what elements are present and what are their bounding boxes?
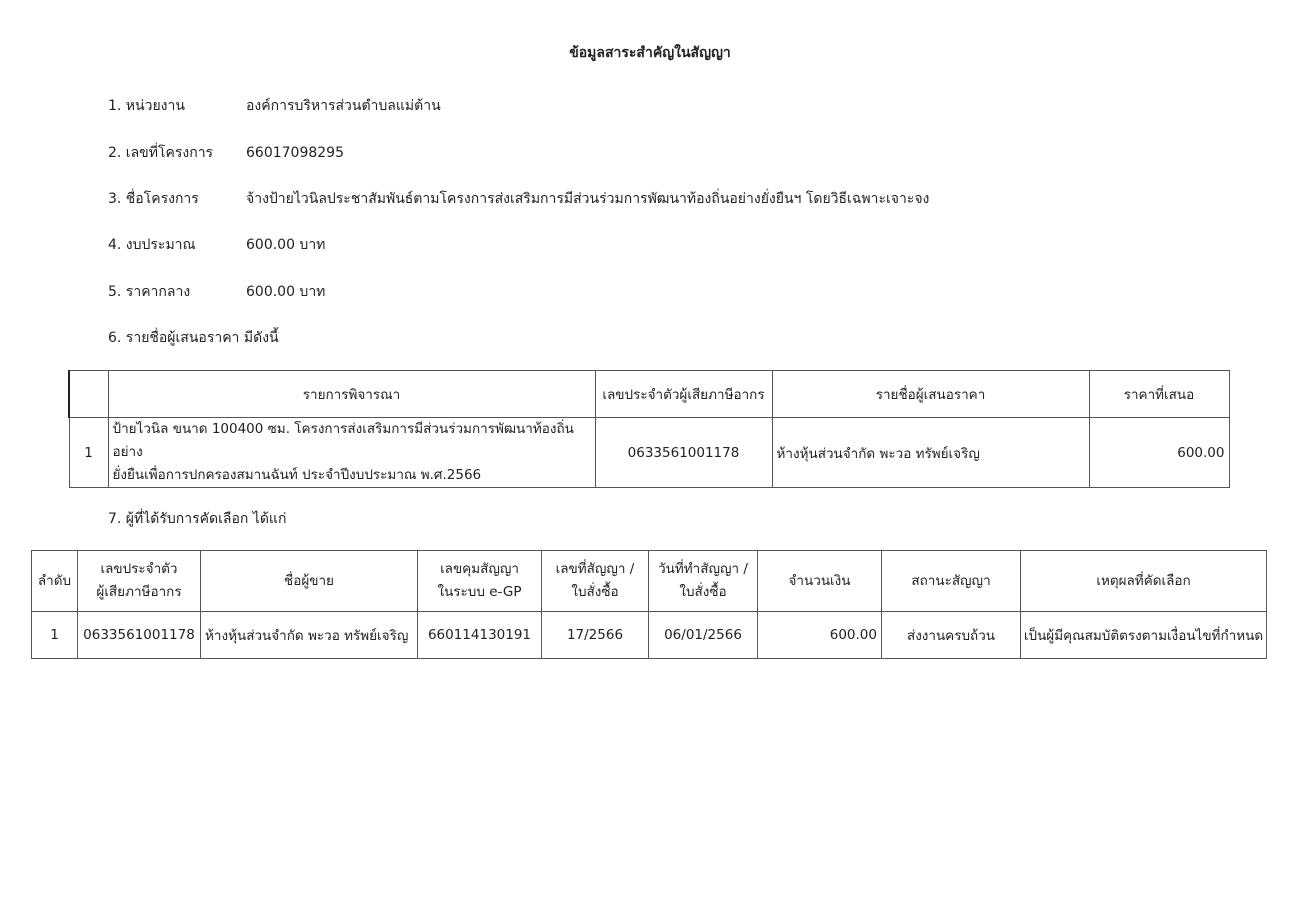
offered-price: 600.00 [1089, 418, 1229, 488]
selection-reason: เป็นผู้มีคุณสมบัติตรงตามเงื่อนไขที่กำหนด [1021, 612, 1267, 659]
info-row-project-number [108, 142, 344, 164]
header-line: เลขประจำตัว [100, 561, 178, 577]
header-line: เลขคุมสัญญา [440, 561, 519, 577]
info-row-agency [108, 95, 441, 117]
info-value: 600.00 บาท [246, 284, 326, 300]
header-line: ในระบบ e-GP [437, 584, 522, 600]
contract-number: 17/2566 [542, 612, 649, 659]
table-row [32, 612, 1267, 659]
info-label: 2. เลขที่โครงการ [108, 145, 214, 161]
column-header-control-no [418, 551, 542, 612]
contract-status: ส่งงานครบถ้วน [882, 612, 1021, 659]
item-description-line: ป้ายไวนิล ขนาด 100400 ซม. โครงการส่งเสริมการมีส่วนร่วมการพัฒนาท้องถิ่นอย่าง [112, 421, 574, 460]
row-number: 1 [69, 418, 108, 488]
column-header-item: รายการพิจารณา [108, 371, 595, 418]
header-line: ใบสั่งซื้อ [679, 584, 727, 600]
column-header-amount: จำนวนเงิน [758, 551, 882, 612]
column-header-tax-id [78, 551, 201, 612]
column-header-no: ลำดับ [32, 551, 78, 612]
control-number: 660114130191 [418, 612, 542, 659]
header-line: เลขที่สัญญา / [555, 561, 635, 577]
info-value: 66017098295 [246, 145, 344, 161]
header-line: ใบสั่งซื้อ [571, 584, 619, 600]
header-line: ผู้เสียภาษีอากร [96, 584, 182, 600]
table-header-row [69, 371, 1229, 418]
table-header-row [32, 551, 1267, 612]
info-label: 3. ชื่อโครงการ [108, 191, 199, 207]
column-header-reason: เหตุผลที่คัดเลือก [1021, 551, 1267, 612]
tax-id: 0633561001178 [78, 612, 201, 659]
table-row [69, 418, 1229, 488]
column-header-bidder: รายชื่อผู้เสนอราคา [772, 371, 1089, 418]
document-title: ข้อมูลสาระสำคัญในสัญญา [569, 45, 731, 61]
row-number: 1 [32, 612, 78, 659]
column-header-status: สถานะสัญญา [882, 551, 1021, 612]
column-header-seller: ชื่อผู้ขาย [201, 551, 418, 612]
column-header-price: ราคาที่เสนอ [1089, 371, 1229, 418]
item-description-line: ยั่งยืนเพื่อการปกครองสมานฉันท์ ประจำปีงบประมาณ พ.ศ.2566 [112, 467, 482, 483]
info-label: 5. ราคากลาง [108, 284, 191, 300]
column-header-no [69, 371, 108, 418]
info-row-budget [108, 234, 325, 256]
info-value: จ้างป้ายไวนิลประชาสัมพันธ์ตามโครงการส่งเสริมการมีส่วนร่วมการพัฒนาท้องถิ่นอย่างยั่งยืนฯ โดยวิธีเฉพาะเจาะจง [246, 191, 930, 207]
section6-heading: 6. รายชื่อผู้เสนอราคา มีดังนี้ [108, 330, 279, 346]
column-header-contract-no [542, 551, 649, 612]
info-value: 600.00 บาท [246, 237, 326, 253]
amount: 600.00 [758, 612, 882, 659]
info-row-project-name [108, 188, 929, 210]
info-value: องค์การบริหารส่วนตำบลแม่ต้าน [246, 98, 441, 114]
contract-date: 06/01/2566 [649, 612, 758, 659]
header-line: วันที่ทำสัญญา / [658, 561, 748, 577]
item-description [108, 418, 595, 488]
info-label: 4. งบประมาณ [108, 237, 196, 253]
tax-id: 0633561001178 [595, 418, 772, 488]
column-header-contract-date [649, 551, 758, 612]
section7-heading: 7. ผู้ที่ได้รับการคัดเลือก ได้แก่ [108, 511, 287, 527]
bidders-table [68, 370, 1230, 488]
column-header-tax-id: เลขประจำตัวผู้เสียภาษีอากร [595, 371, 772, 418]
bidder-name: ห้างหุ้นส่วนจำกัด พะวอ ทรัพย์เจริญ [772, 418, 1089, 488]
info-row-median-price [108, 281, 325, 303]
seller-name: ห้างหุ้นส่วนจำกัด พะวอ ทรัพย์เจริญ [201, 612, 418, 659]
info-label: 1. หน่วยงาน [108, 98, 185, 114]
winners-table [31, 550, 1267, 659]
